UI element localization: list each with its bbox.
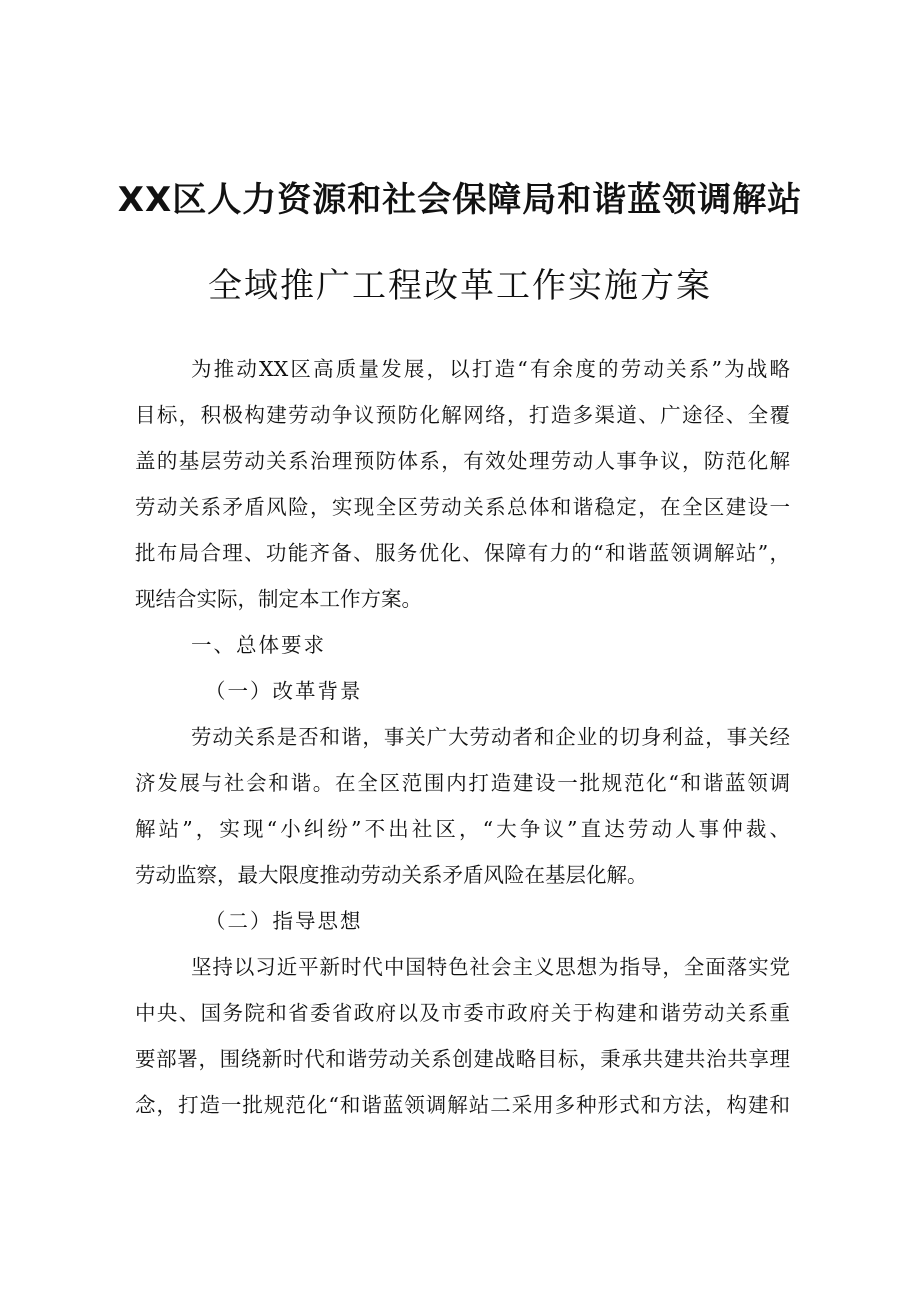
intro-line-6: 现结合实际，制定本工作方案。 xyxy=(135,587,422,611)
background-line-3: 解站”，实现“小纠纷”不出社区，“大争议”直达劳动人事仲裁、 xyxy=(135,817,790,841)
intro-line-1: 为推动XX区高质量发展，以打造“有余度的劳动关系”为战略 xyxy=(191,357,790,381)
document-title-line2: 全域推广工程改革工作实施方案 xyxy=(208,266,712,306)
ideology-line-3: 要部署，围绕新时代和谐劳动关系创建战略目标，秉承共建共治共享理 xyxy=(135,1047,790,1071)
intro-line-5: 批布局合理、功能齐备、服务优化、保障有力的“和谐蓝领调解站”， xyxy=(135,541,790,565)
subsection-heading-guiding-ideology: （二）指导思想 xyxy=(205,909,363,933)
subsection-heading-background: （一）改革背景 xyxy=(205,679,363,703)
intro-line-4: 劳动关系矛盾风险，实现全区劳动关系总体和谐稳定，在全区建设一 xyxy=(135,495,790,519)
section-heading-general-requirements: 一、总体要求 xyxy=(191,633,326,657)
ideology-line-4: 念，打造一批规范化“和谐蓝领调解站二采用多种形式和方法，构建和 xyxy=(135,1093,790,1117)
ideology-line-2: 中央、国务院和省委省政府以及市委市政府关于构建和谐劳动关系重 xyxy=(135,1001,790,1025)
ideology-line-1: 坚持以习近平新时代中国特色社会主义思想为指导，全面落实党 xyxy=(191,955,790,979)
intro-line-3: 盖的基层劳动关系治理预防体系，有效处理劳动人事争议，防范化解 xyxy=(135,449,790,473)
background-line-4: 劳动监察，最大限度推动劳动关系矛盾风险在基层化解。 xyxy=(135,863,648,887)
background-line-1: 劳动关系是否和谐，事关广大劳动者和企业的切身利益，事关经 xyxy=(191,725,790,749)
background-line-2: 济发展与社会和谐。在全区范围内打造建设一批规范化“和谐蓝领调 xyxy=(135,771,790,795)
intro-line-2: 目标，积极构建劳动争议预防化解网络，打造多渠道、广途径、全覆 xyxy=(135,403,790,427)
document-title-line1: XX区人力资源和社会保障局和谐蓝领调解站 xyxy=(117,180,803,220)
